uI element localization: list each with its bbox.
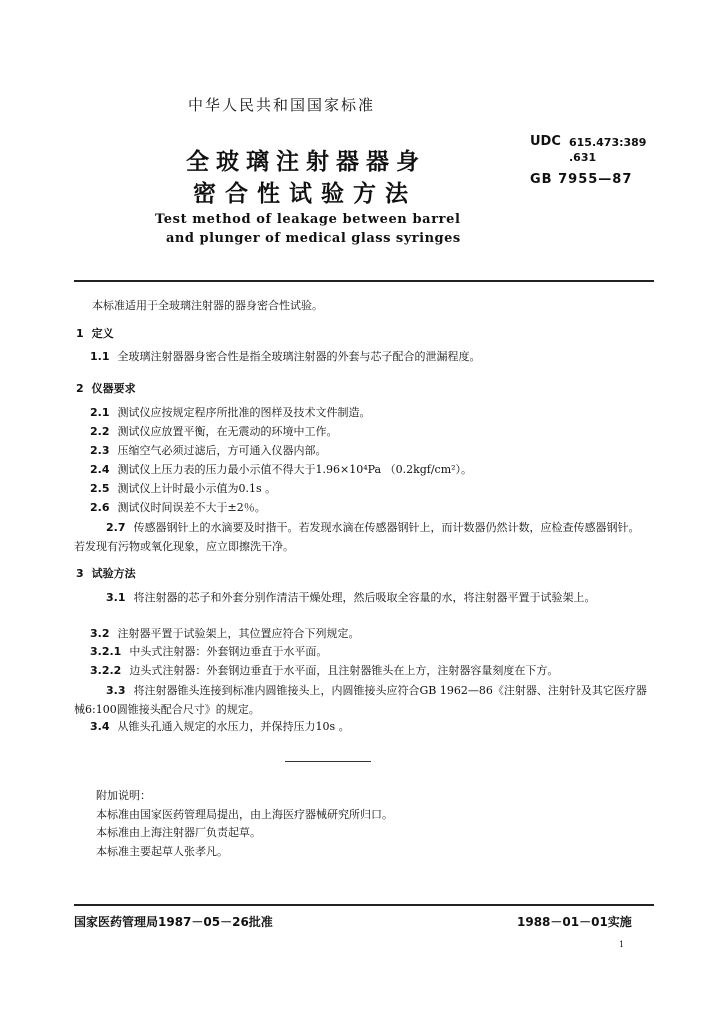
clause-text: 压缩空气必须过滤后，方可通入仪器内部。	[117, 444, 327, 457]
intro-paragraph: 本标准适用于全玻璃注射器的器身密合性试验。	[92, 299, 323, 312]
title-english-line2: and plunger of medical glass syringes	[166, 231, 461, 246]
gb-standard-number: GB 7955—87	[530, 172, 633, 187]
clause-number: 2.4	[90, 463, 110, 476]
section-number: 3	[76, 567, 84, 580]
section-number: 2	[76, 382, 84, 395]
clause-2-1	[90, 406, 371, 420]
clause-2-5	[90, 482, 276, 496]
clause-text: 将注射器的芯子和外套分别作清洁干燥处理，然后吸取全容量的水，将注射器平置于试验架上。	[133, 591, 596, 604]
clause-2-2	[90, 425, 338, 439]
clause-3-2-2	[90, 664, 558, 678]
clause-text: 测试仪应按规定程序所批准的图样及技术文件制造。	[117, 406, 371, 419]
clause-1-1	[90, 350, 481, 364]
clause-3-2-1	[90, 645, 327, 659]
clause-2-3	[90, 444, 327, 458]
section-title: 定义	[91, 327, 114, 340]
notes-title: 附加说明：	[96, 789, 151, 802]
clause-text: 传感器钢针上的水滴要及时揩干。若发现水滴在传感器钢针上，而计数器仍然计数，应检查传感器钢针。若发现有污物或氧化现象，应立即擦洗干净。	[74, 521, 640, 553]
section-end-divider	[285, 761, 371, 762]
clause-3-3	[74, 681, 648, 719]
approval-date: 国家医药管理局1987－05－26批准	[74, 915, 273, 929]
clause-text: 边头式注射器：外套钢边垂直于水平面，且注射器锥头在上方，注射器容量刻度在下方。	[129, 664, 559, 677]
clause-2-4	[90, 463, 472, 477]
clause-text: 测试仪上压力表的压力最小示值不得大于1.96×10⁴Pa （0.2kgf/cm²）。	[117, 463, 473, 476]
effective-date: 1988－01－01实施	[517, 915, 632, 929]
page-number: 1	[619, 940, 625, 949]
section-3-heading	[76, 565, 136, 581]
clause-number: 2.6	[90, 501, 110, 514]
clause-number: 2.5	[90, 482, 110, 495]
title-chinese-line1: 全玻璃注射器器身	[186, 148, 426, 175]
clause-number: 3.2	[90, 627, 110, 640]
clause-2-6	[90, 501, 266, 515]
section-number: 1	[76, 327, 84, 340]
footer-divider	[74, 904, 654, 906]
clause-2-7	[74, 518, 648, 556]
clause-number: 3.3	[106, 684, 126, 697]
clause-text: 中头式注射器：外套钢边垂直于水平面。	[129, 645, 328, 658]
clause-text: 从锥头孔通入规定的水压力，并保持压力10s 。	[117, 720, 350, 733]
section-title: 仪器要求	[91, 382, 136, 395]
clause-text: 全玻璃注射器器身密合性是指全玻璃注射器的外套与芯子配合的泄漏程度。	[117, 350, 481, 363]
clause-text: 测试仪上计时最小示值为0.1s 。	[117, 482, 277, 495]
clause-number: 2.3	[90, 444, 110, 457]
clause-3-4	[90, 720, 350, 734]
udc-label: UDC	[530, 134, 561, 149]
national-standard-heading: 中华人民共和国国家标准	[188, 96, 376, 114]
clause-number: 3.2.1	[90, 645, 122, 658]
title-chinese-line2: 密合性试验方法	[193, 180, 417, 207]
notes-line: 本标准由国家医药管理局提出，由上海医疗器械研究所归口。	[96, 808, 393, 821]
section-2-heading	[76, 380, 136, 396]
clause-number: 3.2.2	[90, 664, 122, 677]
title-english-line1: Test method of leakage between barrel	[155, 212, 461, 227]
udc-code-line1: 615.473:389	[569, 136, 647, 149]
clause-number: 1.1	[90, 350, 110, 363]
header-divider	[74, 280, 654, 282]
clause-number: 3.1	[106, 591, 126, 604]
clause-number: 2.2	[90, 425, 110, 438]
notes-line: 本标准主要起草人张孝凡。	[96, 845, 228, 858]
clause-text: 注射器平置于试验架上，其位置应符合下列规定。	[117, 627, 360, 640]
section-title: 试验方法	[91, 567, 136, 580]
section-1-heading	[76, 325, 114, 341]
notes-line: 本标准由上海注射器厂负责起草。	[96, 826, 261, 839]
clause-text: 测试仪时间误差不大于±2％。	[117, 501, 266, 514]
clause-number: 2.1	[90, 406, 110, 419]
clause-number: 3.4	[90, 720, 110, 733]
clause-text: 测试仪应放置平衡，在无震动的环境中工作。	[117, 425, 338, 438]
clause-number: 2.7	[106, 521, 126, 534]
udc-code-line2: .631	[569, 151, 597, 164]
clause-3-1	[74, 588, 648, 607]
clause-3-2	[90, 627, 360, 641]
clause-text: 将注射器锥头连接到标准内圆锥接头上，内圆锥接头应符合GB 1962—86《注射器、注射针及其它医疗器械6:100圆锥接头配合尺寸》的规定。	[74, 684, 647, 716]
